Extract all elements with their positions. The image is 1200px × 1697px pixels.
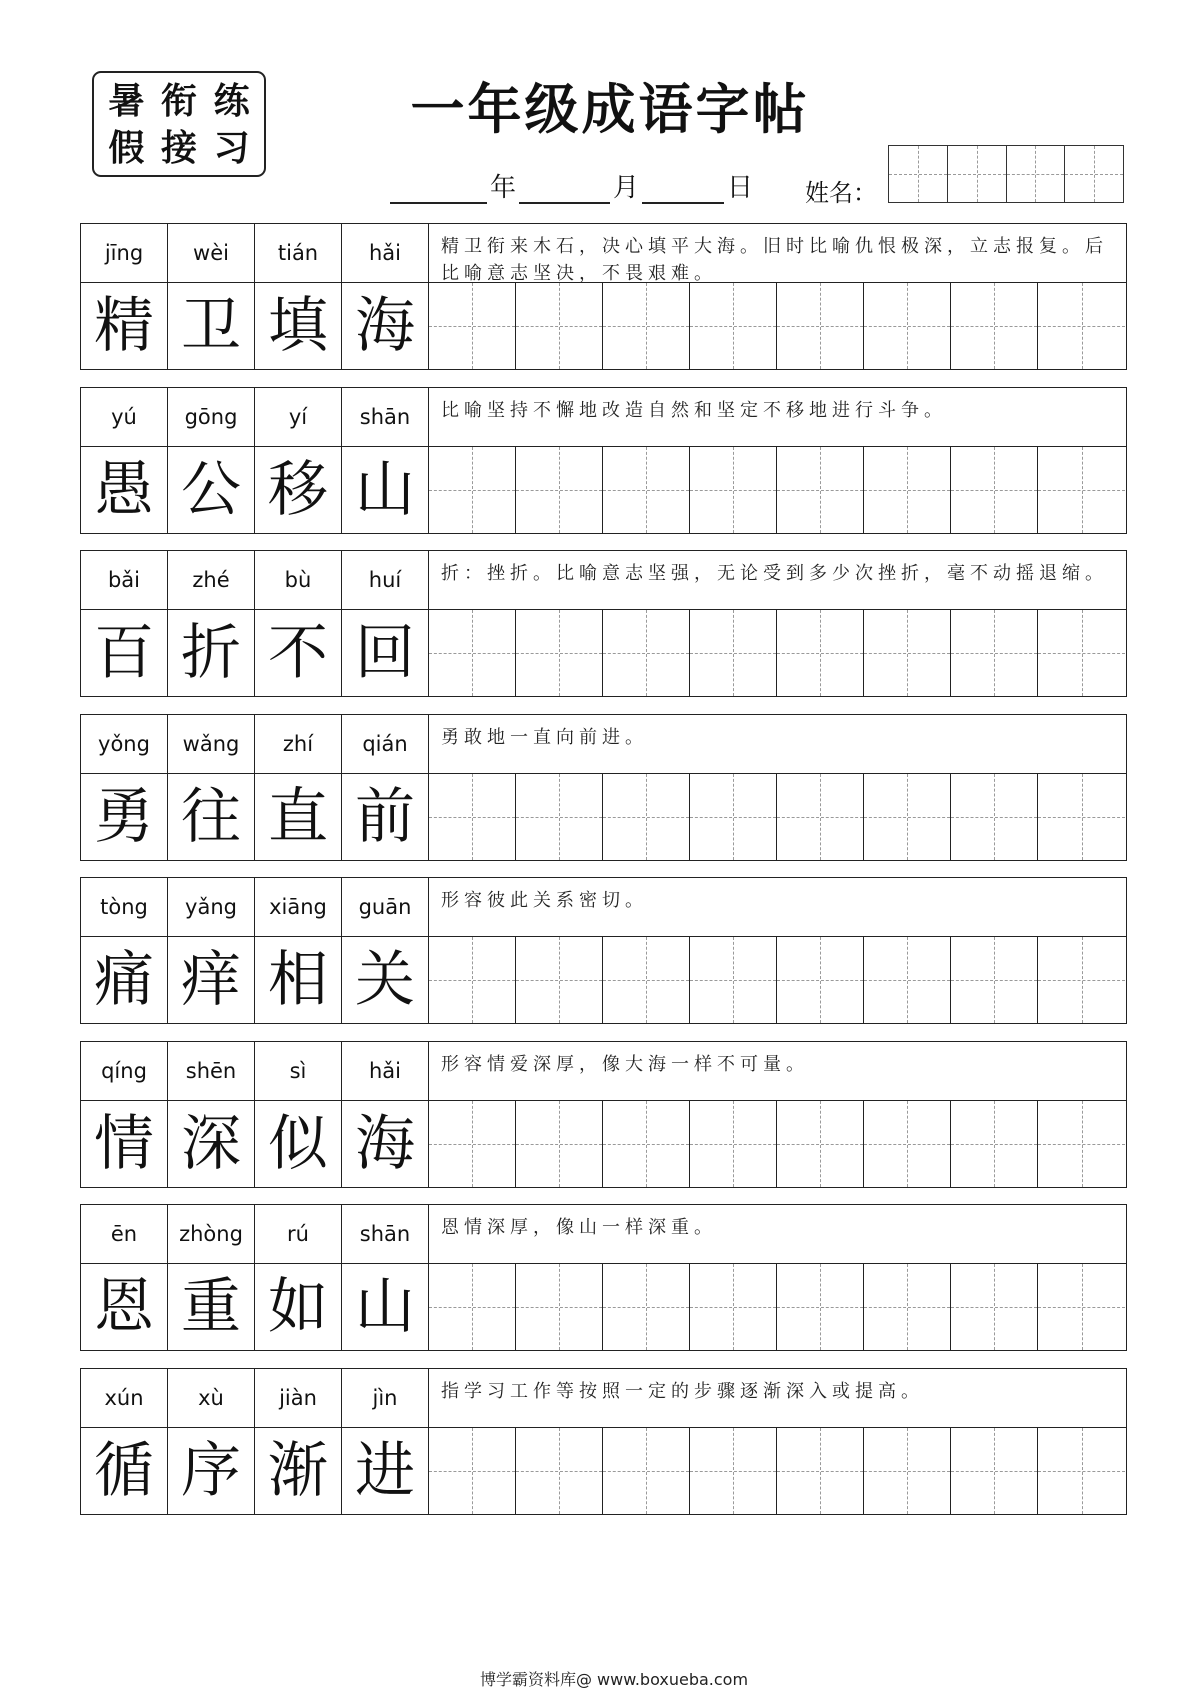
pinyin-cell: tòng bbox=[81, 878, 168, 936]
practice-cell[interactable] bbox=[603, 283, 690, 369]
practice-cell[interactable] bbox=[1038, 283, 1125, 369]
practice-cell[interactable] bbox=[429, 1264, 516, 1350]
idiom-character: 相 bbox=[255, 937, 342, 1023]
pinyin-cell: jìn bbox=[342, 1369, 429, 1427]
practice-cell[interactable] bbox=[690, 1101, 777, 1187]
idiom-block-4 bbox=[80, 714, 1127, 861]
pinyin-cell: zhé bbox=[168, 551, 255, 609]
idiom-meaning: 指学习工作等按照一定的步骤逐渐深入或提高。 bbox=[441, 1380, 924, 1402]
day-label: 日 bbox=[727, 173, 754, 203]
pinyin-row bbox=[81, 1205, 1126, 1264]
practice-cell[interactable] bbox=[864, 447, 951, 533]
idiom-character: 填 bbox=[255, 283, 342, 369]
idiom-block-3 bbox=[80, 550, 1127, 697]
character-row bbox=[81, 447, 1126, 533]
pinyin-cell: tián bbox=[255, 224, 342, 282]
name-box[interactable] bbox=[1007, 146, 1066, 202]
idiom-meaning: 勇敢地一直向前进。 bbox=[441, 726, 648, 748]
pinyin-cell: huí bbox=[342, 551, 429, 609]
practice-cell[interactable] bbox=[516, 1428, 603, 1514]
character-row bbox=[81, 774, 1126, 860]
idiom-character: 如 bbox=[255, 1264, 342, 1350]
practice-cell[interactable] bbox=[777, 1428, 864, 1514]
pinyin-cell: wèi bbox=[168, 224, 255, 282]
logo-char: 接 bbox=[160, 126, 197, 169]
practice-cell[interactable] bbox=[1038, 1264, 1125, 1350]
practice-cell[interactable] bbox=[1038, 774, 1125, 860]
practice-cell[interactable] bbox=[951, 1428, 1038, 1514]
idiom-character: 深 bbox=[168, 1101, 255, 1187]
idiom-character: 循 bbox=[81, 1428, 168, 1514]
pinyin-cell: bù bbox=[255, 551, 342, 609]
month-label: 月 bbox=[613, 173, 640, 203]
name-box[interactable] bbox=[889, 146, 948, 202]
practice-cell[interactable] bbox=[429, 1101, 516, 1187]
idiom-block-6 bbox=[80, 1041, 1127, 1188]
practice-cell[interactable] bbox=[1038, 937, 1125, 1023]
practice-cell[interactable] bbox=[777, 1264, 864, 1350]
pinyin-cell: jīng bbox=[81, 224, 168, 282]
practice-cell[interactable] bbox=[864, 283, 951, 369]
idiom-character: 勇 bbox=[81, 774, 168, 860]
idiom-character: 往 bbox=[168, 774, 255, 860]
practice-cell[interactable] bbox=[690, 283, 777, 369]
practice-cell[interactable] bbox=[864, 1101, 951, 1187]
pinyin-cell: shēn bbox=[168, 1042, 255, 1100]
practice-cell[interactable] bbox=[603, 1264, 690, 1350]
idiom-character: 序 bbox=[168, 1428, 255, 1514]
name-boxes bbox=[888, 145, 1124, 203]
idiom-character: 卫 bbox=[168, 283, 255, 369]
character-row bbox=[81, 1264, 1126, 1350]
practice-cell[interactable] bbox=[777, 447, 864, 533]
page-title: 一年级成语字帖 bbox=[410, 78, 810, 141]
idiom-character: 恩 bbox=[81, 1264, 168, 1350]
practice-cell[interactable] bbox=[1038, 1101, 1125, 1187]
name-box[interactable] bbox=[948, 146, 1007, 202]
pinyin-cell: hǎi bbox=[342, 1042, 429, 1100]
logo-char: 衔 bbox=[160, 79, 197, 122]
year-label: 年 bbox=[490, 173, 517, 203]
practice-cell[interactable] bbox=[429, 774, 516, 860]
practice-cell[interactable] bbox=[603, 1101, 690, 1187]
pinyin-row bbox=[81, 388, 1126, 447]
practice-cell[interactable] bbox=[777, 610, 864, 696]
practice-cell[interactable] bbox=[690, 1428, 777, 1514]
pinyin-cell: xún bbox=[81, 1369, 168, 1427]
idiom-character: 海 bbox=[342, 283, 429, 369]
idiom-block-5 bbox=[80, 877, 1127, 1024]
idiom-character: 山 bbox=[342, 447, 429, 533]
idiom-character: 回 bbox=[342, 610, 429, 696]
practice-cell[interactable] bbox=[1038, 1428, 1125, 1514]
pinyin-row bbox=[81, 1042, 1126, 1101]
idiom-meaning: 恩情深厚，像山一样深重。 bbox=[441, 1217, 717, 1238]
idiom-character: 进 bbox=[342, 1428, 429, 1514]
idiom-meaning: 形容情爱深厚，像大海一样不可量。 bbox=[441, 1053, 809, 1075]
name-box[interactable] bbox=[1065, 146, 1123, 202]
pinyin-cell: zhòng bbox=[168, 1205, 255, 1263]
character-row bbox=[81, 937, 1126, 1023]
practice-cell[interactable] bbox=[429, 447, 516, 533]
pinyin-cell: qián bbox=[342, 715, 429, 773]
practice-cell[interactable] bbox=[429, 937, 516, 1023]
idiom-character: 前 bbox=[342, 774, 429, 860]
practice-cell[interactable] bbox=[951, 1101, 1038, 1187]
idiom-character: 海 bbox=[342, 1101, 429, 1187]
pinyin-cell: xiāng bbox=[255, 878, 342, 936]
practice-cell[interactable] bbox=[516, 1264, 603, 1350]
idiom-block-8 bbox=[80, 1368, 1127, 1515]
pinyin-row bbox=[81, 1369, 1126, 1428]
pinyin-cell: qíng bbox=[81, 1042, 168, 1100]
practice-cell[interactable] bbox=[603, 1428, 690, 1514]
summer-practice-logo bbox=[92, 71, 266, 177]
pinyin-cell: rú bbox=[255, 1205, 342, 1263]
logo-char: 习 bbox=[213, 126, 250, 169]
pinyin-cell: jiàn bbox=[255, 1369, 342, 1427]
practice-cell[interactable] bbox=[777, 283, 864, 369]
pinyin-cell: ēn bbox=[81, 1205, 168, 1263]
pinyin-cell: shān bbox=[342, 1205, 429, 1263]
pinyin-cell: sì bbox=[255, 1042, 342, 1100]
idiom-block-7 bbox=[80, 1204, 1127, 1351]
practice-cell[interactable] bbox=[777, 1101, 864, 1187]
idiom-character: 直 bbox=[255, 774, 342, 860]
practice-cell[interactable] bbox=[777, 774, 864, 860]
practice-cell[interactable] bbox=[690, 610, 777, 696]
year-blank[interactable] bbox=[390, 170, 487, 204]
idiom-character: 情 bbox=[81, 1101, 168, 1187]
pinyin-row bbox=[81, 224, 1126, 283]
pinyin-cell: wǎng bbox=[168, 715, 255, 773]
idiom-meaning: 精卫衔来木石，决心填平大海。旧时比喻仇恨极深，立志报复。后比喻意志坚决，不畏艰难。 bbox=[441, 236, 1108, 282]
practice-cell[interactable] bbox=[690, 774, 777, 860]
idiom-meaning: 比喻坚持不懈地改造自然和坚定不移地进行斗争。 bbox=[441, 399, 947, 421]
character-row bbox=[81, 610, 1126, 696]
idiom-character: 不 bbox=[255, 610, 342, 696]
idiom-character: 关 bbox=[342, 937, 429, 1023]
practice-cell[interactable] bbox=[1038, 447, 1125, 533]
pinyin-cell: yí bbox=[255, 388, 342, 446]
practice-cell[interactable] bbox=[429, 1428, 516, 1514]
practice-cell[interactable] bbox=[864, 610, 951, 696]
practice-cell[interactable] bbox=[516, 447, 603, 533]
practice-cell[interactable] bbox=[951, 447, 1038, 533]
practice-cell[interactable] bbox=[516, 610, 603, 696]
idiom-character: 移 bbox=[255, 447, 342, 533]
idiom-meaning: 折：挫折。比喻意志坚强，无论受到多少次挫折，毫不动摇退缩。 bbox=[441, 563, 1108, 584]
date-line bbox=[390, 168, 756, 204]
idiom-character: 百 bbox=[81, 610, 168, 696]
idiom-character: 愚 bbox=[81, 447, 168, 533]
idiom-character: 重 bbox=[168, 1264, 255, 1350]
pinyin-cell: bǎi bbox=[81, 551, 168, 609]
pinyin-cell: yú bbox=[81, 388, 168, 446]
character-row bbox=[81, 1428, 1126, 1514]
practice-cell[interactable] bbox=[864, 1264, 951, 1350]
idiom-character: 痒 bbox=[168, 937, 255, 1023]
practice-cell[interactable] bbox=[603, 610, 690, 696]
idiom-character: 渐 bbox=[255, 1428, 342, 1514]
pinyin-cell: zhí bbox=[255, 715, 342, 773]
idiom-character: 精 bbox=[81, 283, 168, 369]
practice-cell[interactable] bbox=[603, 447, 690, 533]
practice-cell[interactable] bbox=[690, 1264, 777, 1350]
practice-cell[interactable] bbox=[777, 937, 864, 1023]
pinyin-cell: yǒng bbox=[81, 715, 168, 773]
month-blank[interactable] bbox=[519, 170, 610, 204]
practice-cell[interactable] bbox=[1038, 610, 1125, 696]
practice-cell[interactable] bbox=[951, 1264, 1038, 1350]
practice-cell[interactable] bbox=[603, 774, 690, 860]
logo-char: 练 bbox=[213, 79, 250, 122]
pinyin-cell: hǎi bbox=[342, 224, 429, 282]
pinyin-cell: gōng bbox=[168, 388, 255, 446]
practice-cell[interactable] bbox=[690, 447, 777, 533]
character-row bbox=[81, 1101, 1126, 1187]
day-blank[interactable] bbox=[642, 170, 724, 204]
idiom-meaning: 形容彼此关系密切。 bbox=[441, 890, 648, 911]
practice-cell[interactable] bbox=[951, 937, 1038, 1023]
practice-cell[interactable] bbox=[516, 1101, 603, 1187]
idiom-block-2 bbox=[80, 387, 1127, 534]
practice-cell[interactable] bbox=[690, 937, 777, 1023]
idiom-list bbox=[80, 223, 1127, 1515]
character-row bbox=[81, 283, 1126, 369]
pinyin-row bbox=[81, 715, 1126, 774]
idiom-block-1 bbox=[80, 223, 1127, 370]
pinyin-row bbox=[81, 878, 1126, 937]
idiom-character: 痛 bbox=[81, 937, 168, 1023]
pinyin-cell: guān bbox=[342, 878, 429, 936]
practice-cell[interactable] bbox=[951, 774, 1038, 860]
pinyin-cell: shān bbox=[342, 388, 429, 446]
practice-cell[interactable] bbox=[951, 283, 1038, 369]
pinyin-row bbox=[81, 551, 1126, 610]
practice-cell[interactable] bbox=[516, 283, 603, 369]
practice-cell[interactable] bbox=[603, 937, 690, 1023]
pinyin-cell: xù bbox=[168, 1369, 255, 1427]
practice-cell[interactable] bbox=[864, 774, 951, 860]
logo-char: 假 bbox=[108, 126, 145, 169]
name-label: 姓名： bbox=[805, 179, 877, 207]
practice-cell[interactable] bbox=[429, 610, 516, 696]
idiom-character: 似 bbox=[255, 1101, 342, 1187]
idiom-character: 折 bbox=[168, 610, 255, 696]
footer-source: 博学霸资料库@ www.boxueba.com bbox=[479, 1670, 749, 1689]
idiom-character: 山 bbox=[342, 1264, 429, 1350]
practice-cell[interactable] bbox=[516, 937, 603, 1023]
idiom-character: 公 bbox=[168, 447, 255, 533]
pinyin-cell: yǎng bbox=[168, 878, 255, 936]
practice-cell[interactable] bbox=[864, 937, 951, 1023]
practice-cell[interactable] bbox=[864, 1428, 951, 1514]
practice-cell[interactable] bbox=[516, 774, 603, 860]
practice-cell[interactable] bbox=[429, 283, 516, 369]
practice-cell[interactable] bbox=[951, 610, 1038, 696]
logo-char: 暑 bbox=[108, 79, 145, 122]
